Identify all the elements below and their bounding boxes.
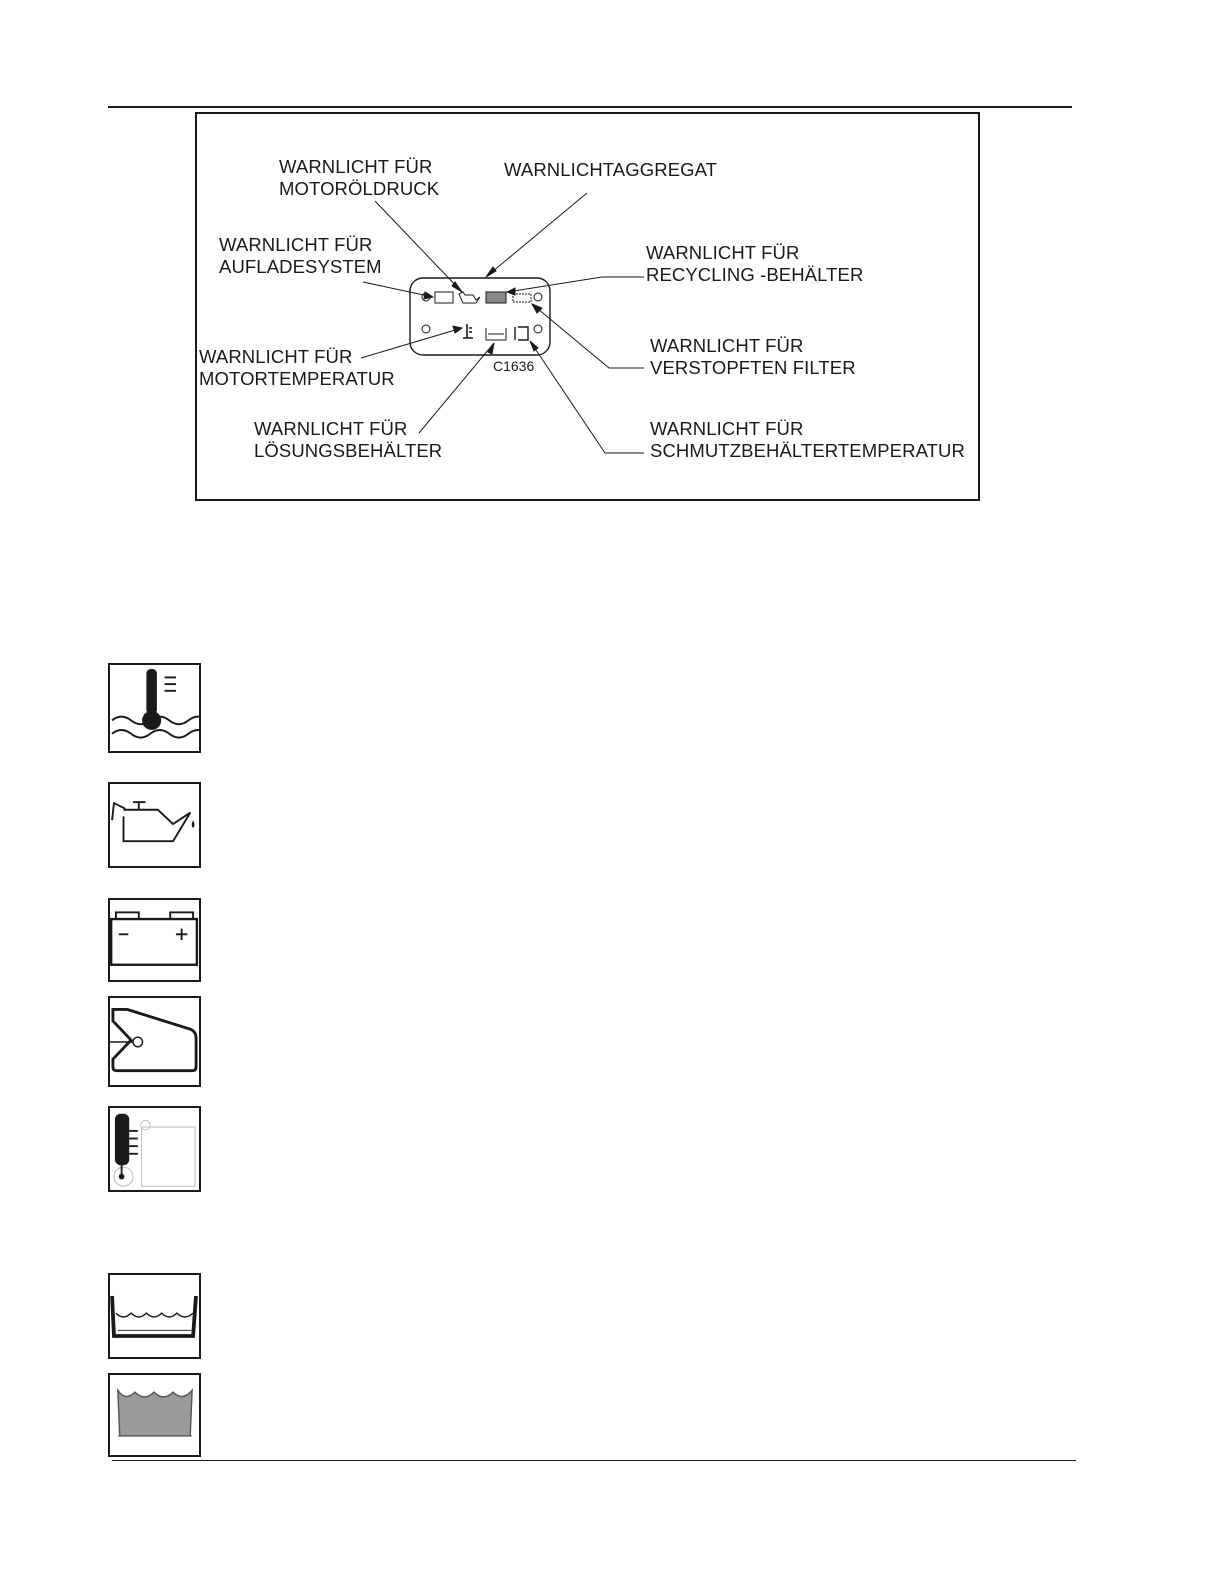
leader-cluster [486,193,587,277]
label-charging: WARNLICHT FÜR AUFLADESYSTEM [219,234,382,277]
label-engine-temp: WARNLICHT FÜR MOTORTEMPERATUR [199,346,395,389]
clogged-filter-icon [108,996,201,1087]
label-dirt-tank-temp: WARNLICHT FÜR SCHMUTZBEHÄLTERTEMPERATUR [650,418,965,461]
warning-light-panel-figure [195,112,980,501]
panel-outline [410,278,550,355]
label-oil-pressure: WARNLICHT FÜR MOTORÖLDRUCK [279,156,440,199]
mini-recycling-icon [486,292,506,303]
label-solution-tank: WARNLICHT FÜR LÖSUNGSBEHÄLTER [254,418,443,461]
label-clogged-filter: WARNLICHT FÜR VERSTOPFTEN FILTER [650,335,856,378]
solution-tank-icon [108,1273,201,1359]
bottom-rule [112,1460,1076,1461]
engine-temperature-icon [108,663,201,753]
leader-dirt-temp [530,341,644,453]
battery-charging-icon [108,898,201,982]
label-cluster: WARNLICHTAGGREGAT [504,159,718,180]
dirt-tank-temperature-icon [108,1106,201,1192]
figure-code: C1636 [493,358,535,374]
top-rule [108,106,1072,108]
label-recycling: WARNLICHT FÜR RECYCLING -BEHÄLTER [646,242,864,285]
recycling-tank-icon [108,1373,201,1457]
engine-oil-pressure-icon [108,782,201,868]
